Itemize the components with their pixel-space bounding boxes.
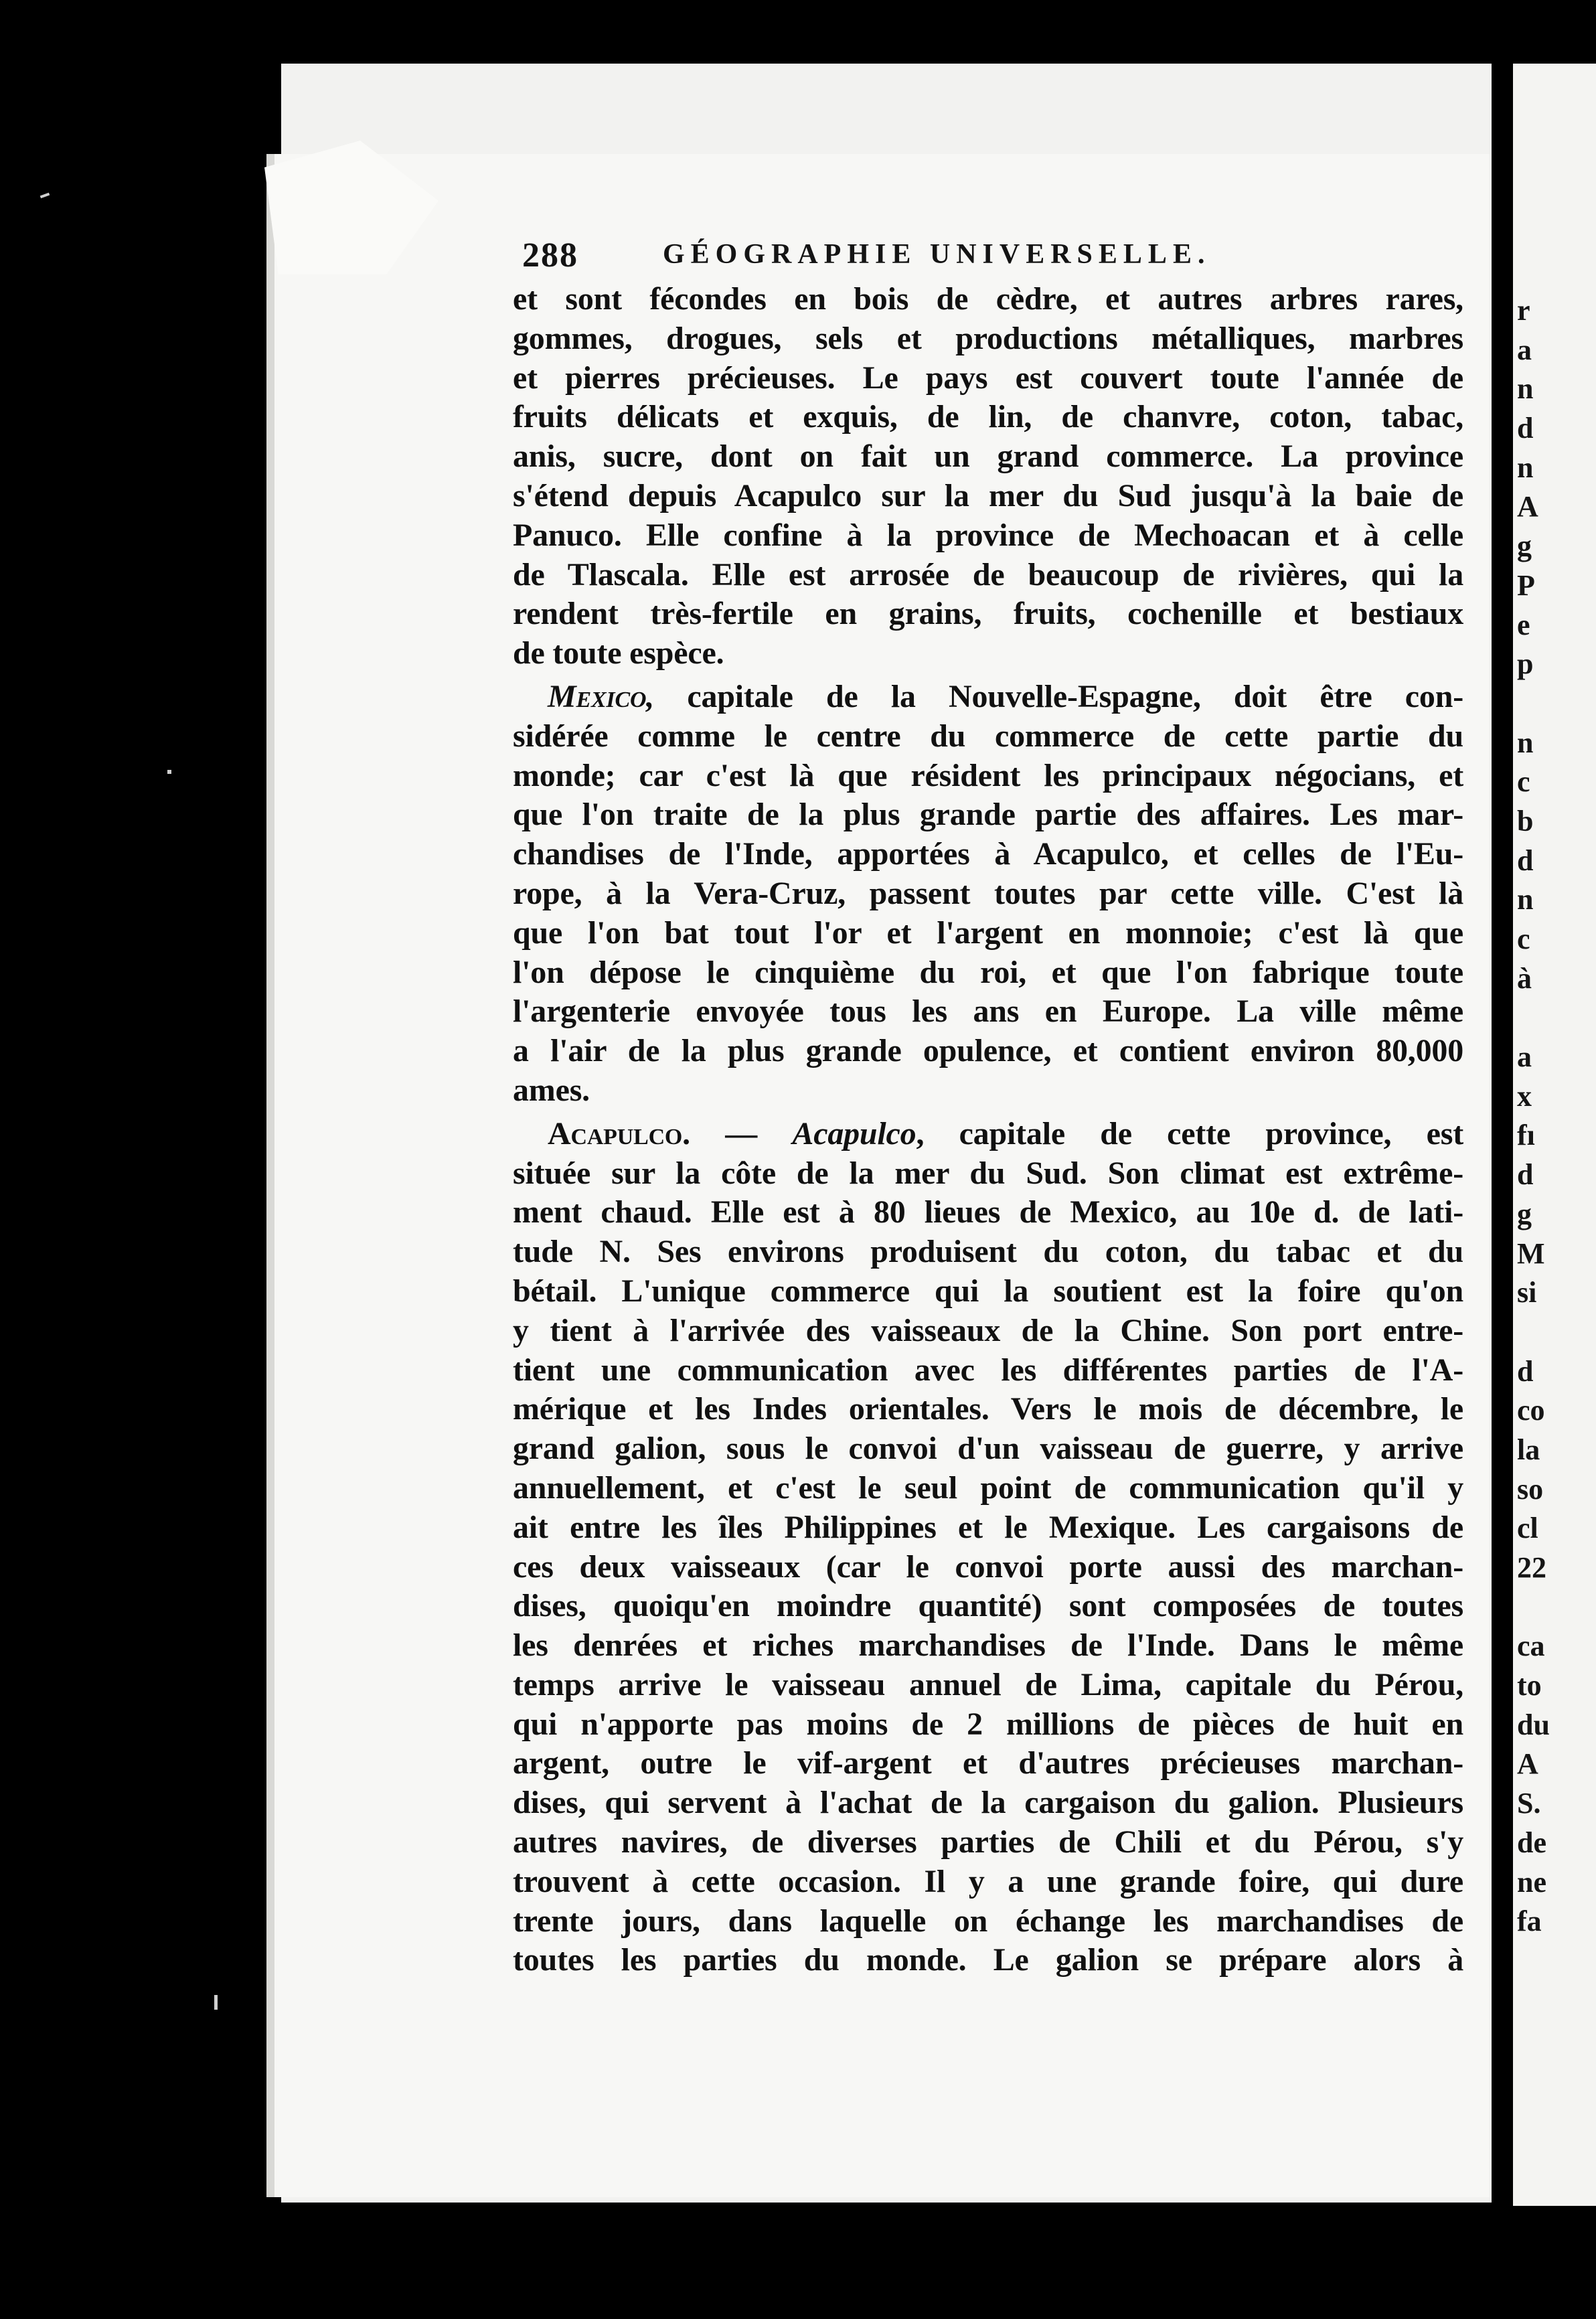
text-line: rendent très-fertile en grains, fruits, cochenille et bestiaux [513, 596, 1463, 632]
text-line: et pierres précieuses. Le pays est couvert toute l'année de [513, 359, 1463, 396]
text-line: annuellement, et c'est le seul point de communication qu'il y [513, 1469, 1463, 1506]
facing-page-fragment: A [1517, 490, 1538, 524]
scan-speck [214, 1995, 218, 2010]
text-line: grand galion, sous le convoi d'un vaisseau de guerre, y arrive [513, 1431, 1463, 1467]
facing-page-fragment: n [1517, 726, 1534, 759]
facing-page-fragment: b [1517, 804, 1534, 837]
text-line: l'argenterie envoyée tous les ans en Europe. La ville même [513, 993, 1463, 1030]
text-line: et sont fécondes en bois de cèdre, et autres arbres rares, [513, 281, 1463, 317]
facing-page-fragment: so [1517, 1472, 1544, 1506]
facing-page-fragment: a [1517, 333, 1532, 366]
facing-page-fragment: à [1517, 961, 1532, 995]
text-line: autres navires, de diverses parties de Chili et du Pérou, s'y [513, 1824, 1463, 1860]
text-line: que l'on traite de la plus grande partie des affaires. Les mar- [513, 797, 1463, 833]
text-line: anis, sucre, dont on fait un grand commerce. La province [513, 438, 1463, 475]
text-line: chandises de l'Inde, apportées à Acapulco, et celles de l'Eu- [513, 836, 1463, 872]
text-line: monde; car c'est là que résident les principaux négocians, et [513, 757, 1463, 793]
facing-page-text-fragments [1517, 291, 1596, 1941]
facing-page-fragment: si [1517, 1276, 1537, 1309]
facing-page-fragment: 22 [1517, 1551, 1546, 1584]
facing-page-fragment: to [1517, 1669, 1542, 1702]
text-line: les denrées et riches marchandises de l'Inde. Dans le même [513, 1627, 1463, 1664]
facing-page-fragment: c [1517, 923, 1530, 955]
text-line: argent, outre le vif-argent et d'autres précieuses marchan- [513, 1745, 1463, 1781]
text-line: dises, qui servent à l'achat de la cargaison du galion. Plusieurs [513, 1785, 1463, 1821]
facing-page-fragment: n [1517, 883, 1534, 916]
facing-page-fragment: n [1517, 451, 1534, 484]
text-line: Mexico, capitale de la Nouvelle-Espagne, doit être con- [548, 678, 1463, 714]
text-line: ames. [513, 1072, 590, 1108]
facing-page-fragment [1517, 998, 1596, 1038]
text-line: dises, quoiqu'en moindre quantité) sont composées de toutes [513, 1588, 1463, 1624]
page-edge [266, 154, 274, 2197]
facing-page-fragment [1517, 684, 1596, 724]
facing-page-fragment: ne [1517, 1865, 1546, 1899]
facing-page-fragment: d [1517, 1354, 1534, 1388]
text-line: bétail. L'unique commerce qui la soutient est la foire qu'on [513, 1273, 1463, 1309]
facing-page-fragment: S. [1517, 1787, 1541, 1820]
facing-page-fragment: c [1517, 765, 1530, 799]
scan-speck [40, 193, 50, 199]
text-line: tude N. Ses environs produisent du coton, du tabac et du [513, 1234, 1463, 1270]
text-line: s'étend depuis Acapulco sur la mer du Sud jusqu'à la baie de [513, 477, 1463, 513]
text-line: Acapulco. — Acapulco, capitale de cette province, est [548, 1115, 1463, 1151]
text-line: de Tlascala. Elle est arrosée de beaucoup de rivières, qui la [513, 556, 1463, 592]
facing-page-fragment: x [1517, 1079, 1532, 1113]
text-line: l'on dépose le cinquième du roi, et que l'on fabrique toute [513, 954, 1463, 990]
place-heading-mexico: Mexico, [548, 678, 655, 714]
text-line: tient une communication avec les différentes parties de l'A- [513, 1352, 1463, 1388]
page-header [522, 236, 1332, 278]
text-line: toutes les parties du monde. Le galion se prépare alors à [513, 1942, 1463, 1978]
scan-speck [167, 770, 171, 774]
facing-page-fragment: du [1517, 1708, 1550, 1741]
facing-page-fragment [1517, 1313, 1596, 1352]
section-heading-acapulco: Acapulco. [548, 1115, 690, 1151]
text-line: rope, à la Vera-Cruz, passent toutes par cette ville. C'est là [513, 875, 1463, 911]
text-line: située sur la côte de la mer du Sud. Son climat est extrême- [513, 1155, 1463, 1191]
facing-page-fragment: P [1517, 568, 1535, 602]
facing-page-fragment: p [1517, 647, 1534, 681]
facing-page-fragment: r [1517, 294, 1530, 327]
facing-page-fragment: ca [1517, 1629, 1545, 1663]
text-line: ces deux vaisseaux (car le convoi porte aussi des marchan- [513, 1548, 1463, 1585]
text-line: Panuco. Elle confine à la province de Mechoacan et à celle [513, 517, 1463, 553]
facing-page-fragment: d [1517, 844, 1534, 877]
facing-page-fragment: fa [1517, 1905, 1542, 1938]
text-line: a l'air de la plus grande opulence, et contient environ 80,000 [513, 1033, 1463, 1069]
text-line: gommes, drogues, sels et productions métalliques, marbres [513, 320, 1463, 356]
facing-page-fragment: g [1517, 530, 1532, 563]
text-line: sidérée comme le centre du commerce de cette partie du [513, 718, 1463, 754]
facing-page-fragment: d [1517, 412, 1534, 445]
facing-page-fragment: g [1517, 1197, 1532, 1230]
facing-page-fragment: co [1517, 1394, 1545, 1427]
text-line: ait entre les îles Philippines et le Mexique. Les cargaisons de [513, 1509, 1463, 1545]
text-line: mérique et les Indes orientales. Vers le mois de décembre, le [513, 1391, 1463, 1427]
text-line: y tient à l'arrivée des vaisseaux de la Chine. Son port entre- [513, 1312, 1463, 1348]
facing-page-fragment: fı [1517, 1119, 1535, 1152]
text-line: temps arrive le vaisseau annuel de Lima, capitale du Pérou, [513, 1666, 1463, 1702]
facing-page-fragment: la [1517, 1433, 1540, 1466]
facing-page-fragment: d [1517, 1158, 1534, 1192]
facing-page-edge [1513, 64, 1596, 2206]
facing-page-fragment: e [1517, 608, 1530, 641]
text-line: trente jours, dans laquelle on échange les marchandises de [513, 1903, 1463, 1939]
facing-page-fragment [1517, 1588, 1596, 1627]
facing-page-fragment: n [1517, 372, 1534, 406]
text-line: de toute espèce. [513, 635, 724, 671]
text-line: fruits délicats et exquis, de lin, de chanvre, coton, tabac, [513, 399, 1463, 435]
text-line: qui n'apporte pas moins de 2 millions de pièces de huit en [513, 1706, 1463, 1742]
place-name-italic: Acapulco [792, 1115, 916, 1151]
text-line: ment chaud. Elle est à 80 lieues de Mexico, au 10e d. de lati- [513, 1194, 1463, 1230]
facing-page-fragment: de [1517, 1826, 1546, 1859]
text-line: que l'on bat tout l'or et l'argent en monnoie; c'est là que [513, 914, 1463, 951]
facing-page-fragment: cl [1517, 1512, 1538, 1545]
facing-page-fragment: a [1517, 1040, 1532, 1074]
facing-page-fragment: A [1517, 1747, 1538, 1781]
text-line: trouvent à cette occasion. Il y a une grande foire, qui dure [513, 1863, 1463, 1899]
body-text [513, 280, 1463, 1980]
running-title: GÉOGRAPHIE UNIVERSELLE. [663, 239, 1211, 270]
page-number: 288 [522, 236, 578, 274]
facing-page-fragment: M [1517, 1236, 1545, 1270]
